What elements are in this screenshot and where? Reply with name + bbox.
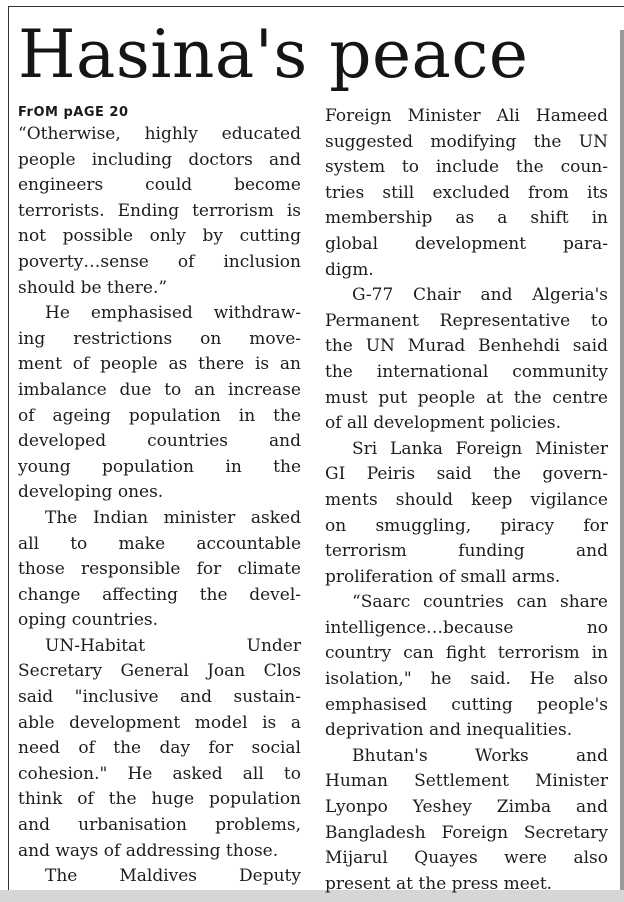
text-line: developed countries and [18, 431, 301, 452]
text-line: The Maldives Deputy [45, 866, 301, 887]
text-line: change affecting the devel- [18, 584, 301, 605]
text-line: must put people at the centre [325, 387, 608, 408]
text-line: think of the huge population [18, 789, 301, 810]
text-line: the UN Murad Benhehdi said [325, 336, 608, 357]
article-column-left [18, 104, 301, 890]
text-line: said "inclusive and sustain- [18, 687, 301, 708]
text-line: GI Peiris said the govern- [325, 464, 608, 485]
text-line: present at the press meet. [325, 873, 553, 894]
text-line: UN-Habitat Under [45, 635, 301, 656]
text-line: deprivation and inequalities. [325, 720, 573, 741]
text-line: poverty…sense of inclusion [18, 251, 301, 272]
text-line: the international community [325, 361, 608, 382]
text-line: intelligence…because no [325, 617, 608, 638]
text-line: not possible only by cutting [18, 226, 301, 247]
text-line: suggested modifying the UN [325, 131, 608, 152]
text-line: Mijarul Quayes were also [325, 848, 608, 869]
text-line: membership as a shift in [325, 208, 608, 229]
text-line: on smuggling, piracy for [325, 515, 608, 536]
text-line: developing ones. [18, 482, 164, 503]
jump-line: FrOM pAGE 20 [18, 105, 129, 120]
text-line: global development para- [325, 233, 608, 254]
text-line: people including doctors and [18, 149, 301, 170]
text-line: and ways of addressing those. [18, 840, 279, 861]
text-line: able development model is a [18, 712, 301, 733]
text-line: of all development policies. [325, 413, 562, 434]
text-line: Foreign Minister Ali Hameed [325, 106, 608, 126]
text-line: Lyonpo Yeshey Zimba and [325, 797, 608, 818]
text-line: terrorism funding and [325, 541, 608, 562]
text-line: Sri Lanka Foreign Minister [352, 438, 608, 459]
text-line: Permanent Representative to [325, 310, 608, 331]
text-line: “Saarc countries can share [352, 592, 608, 613]
text-line: oping countries. [18, 610, 159, 631]
text-line: all to make accountable [18, 533, 301, 554]
text-line: G-77 Chair and Algeria's [352, 285, 608, 306]
text-line: ment of people as there is an [18, 354, 301, 375]
left-column-body [18, 122, 301, 890]
headline: Hasina's peace [18, 16, 529, 93]
text-line: Human Settlement Minister [325, 771, 608, 792]
text-line: tries still excluded from its [325, 182, 608, 203]
article-column-right [325, 104, 608, 897]
text-line: country can fight terrorism in [325, 643, 608, 664]
text-line: “Otherwise, highly educated [18, 124, 301, 144]
frame-left-rule [8, 6, 9, 890]
text-line: Bangladesh Foreign Secretary [325, 822, 608, 843]
page-edge-shadow [620, 30, 624, 890]
text-line: He emphasised withdraw- [45, 303, 301, 324]
text-line: and urbanisation problems, [18, 815, 301, 836]
frame-top-rule [8, 6, 624, 7]
text-line: Bhutan's Works and [352, 745, 608, 766]
text-line: young population in the [18, 456, 301, 477]
text-line: imbalance due to an increase [18, 379, 301, 400]
right-column-body [325, 104, 608, 897]
text-line: digm. [325, 259, 374, 280]
text-line: isolation," he said. He also [325, 669, 608, 690]
text-line: of ageing population in the [18, 405, 301, 426]
text-line: terrorists. Ending terrorism is [18, 200, 301, 221]
text-line: The Indian minister asked [45, 507, 301, 528]
text-line: engineers could become [18, 175, 301, 196]
text-line: system to include the coun- [325, 157, 608, 178]
text-line: ing restrictions on move- [18, 328, 301, 349]
text-line: those responsible for climate [18, 559, 301, 580]
text-line: should be there.” [18, 277, 168, 298]
text-line: emphasised cutting people's [325, 694, 608, 715]
text-line: Secretary General Joan Clos [18, 661, 301, 682]
text-line: ments should keep vigilance [325, 489, 608, 510]
text-line: need of the day for social [18, 738, 301, 759]
text-line: cohesion." He asked all to [18, 763, 301, 784]
text-line: proliferation of small arms. [325, 566, 561, 587]
